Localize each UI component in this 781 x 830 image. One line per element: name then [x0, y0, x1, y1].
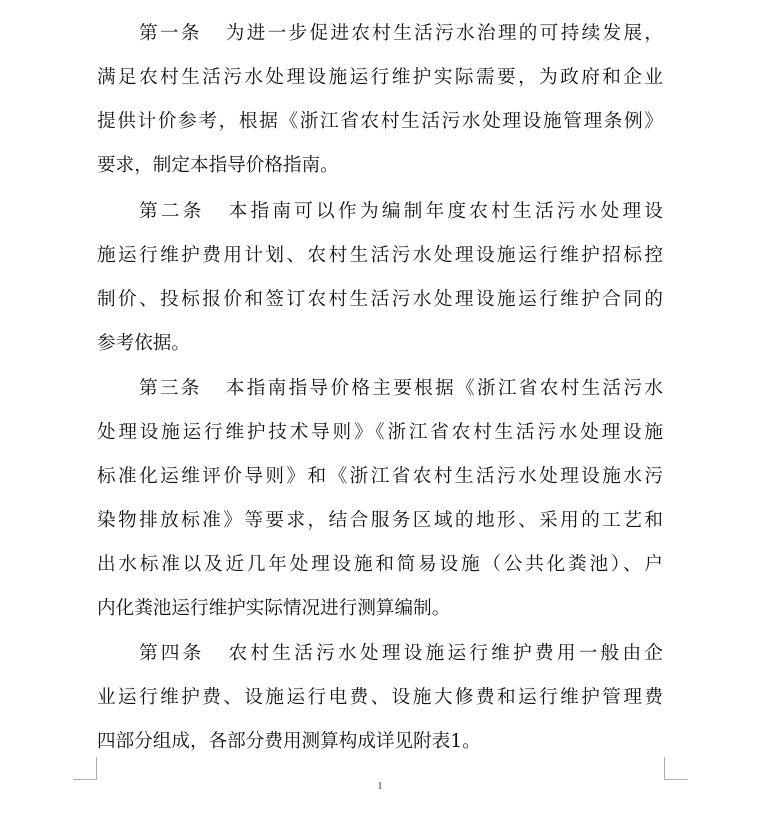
article-4-line-2: 业运行维护费、设施运行电费、设施大修费和运行维护管理费 — [97, 687, 663, 708]
page-number: 1 — [377, 780, 383, 792]
article-2-line-1: 第二条 本指南可以作为编制年度农村生活污水处理设 — [139, 201, 663, 222]
article-3-line-1: 第三条 本指南指导价格主要根据《浙江省农村生活污水 — [139, 378, 663, 399]
article-2-line-2: 施运行维护费用计划、农村生活污水处理设施运行维护招标控 — [97, 245, 663, 266]
article-3-line-6: 内化粪池运行维护实际情况进行测算编制。 — [97, 598, 451, 619]
article-2-line-4: 参考依据。 — [97, 333, 190, 354]
article-3-line-4: 染物排放标准》等要求，结合服务区域的地形、采用的工艺和 — [97, 510, 663, 531]
article-label: 第三条 — [139, 378, 202, 399]
article-3-line-2: 处理设施运行维护技术导则》《浙江省农村生活污水处理设施 — [97, 422, 663, 443]
article-4-line-3: 四部分组成，各部分费用测算构成详见附表1。 — [97, 731, 481, 752]
article-2-line-3: 制价、投标报价和签订农村生活污水处理设施运行维护合同的 — [97, 289, 663, 310]
article-1-line-2: 满足农村生活污水处理设施运行维护实际需要，为政府和企业 — [97, 67, 663, 88]
article-4-line-1: 第四条 农村生活污水处理设施运行维护费用一般由企 — [139, 643, 663, 664]
article-3-line-3: 标准化运维评价导则》和《浙江省农村生活污水处理设施水污 — [97, 466, 663, 487]
article-label: 第四条 — [139, 643, 205, 664]
article-label: 第二条 — [139, 201, 205, 222]
margin-corner-mark-left — [73, 757, 97, 780]
article-3-line-5: 出水标准以及近几年处理设施和简易设施（公共化粪池）、户 — [97, 554, 663, 575]
article-1-line-4: 要求，制定本指导价格指南。 — [97, 155, 339, 176]
article-label: 第一条 — [139, 23, 202, 44]
margin-corner-mark-right — [664, 757, 688, 780]
article-1-line-1: 第一条 为进一步促进农村生活污水治理的可持续发展， — [139, 23, 663, 44]
article-1-line-3: 提供计价参考，根据《浙江省农村生活污水处理设施管理条例》 — [97, 111, 663, 132]
